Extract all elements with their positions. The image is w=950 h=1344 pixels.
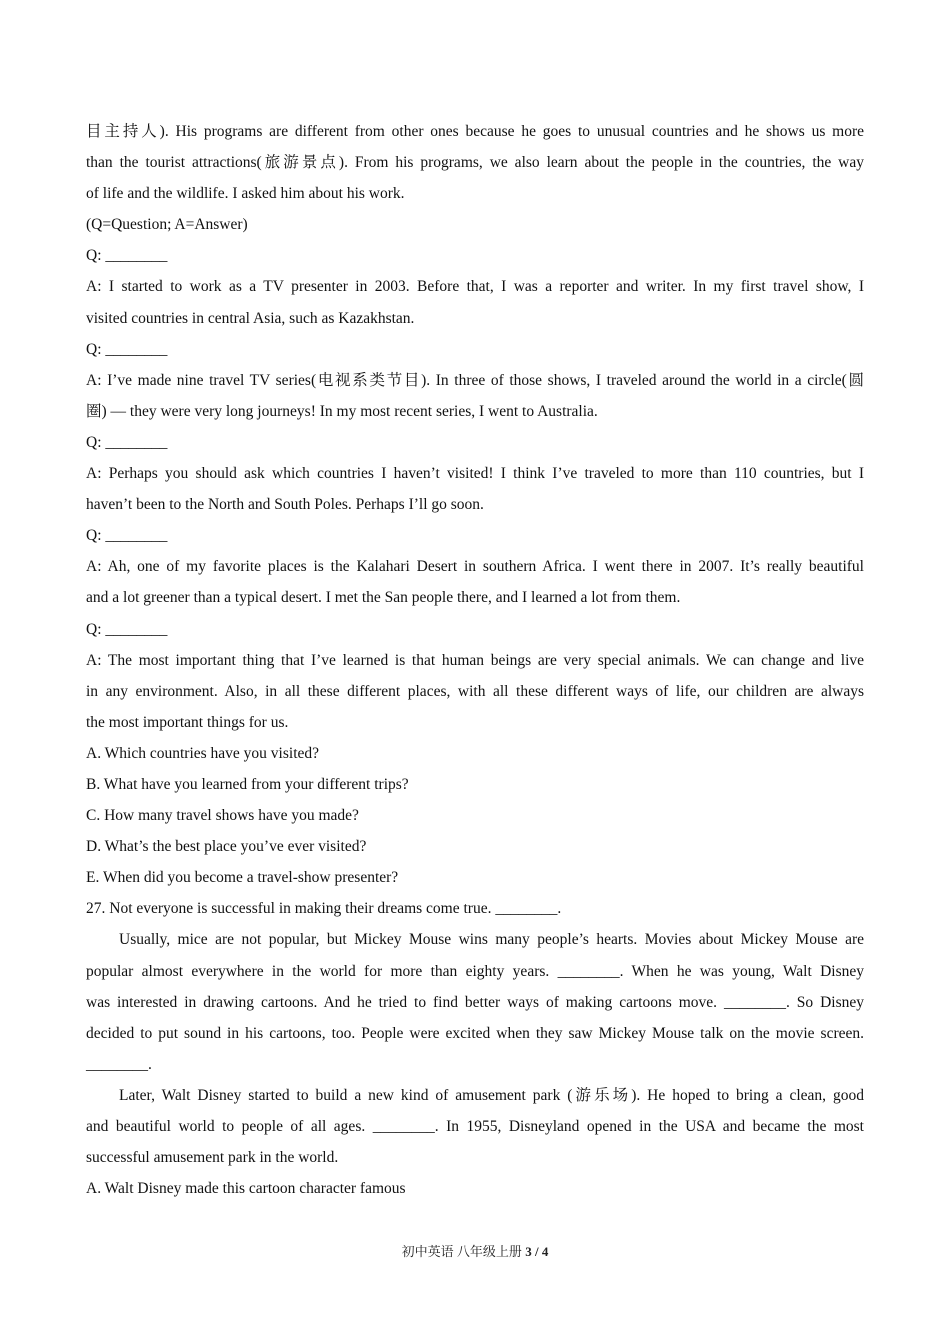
text-line: A. Which countries have you visited?: [86, 744, 320, 762]
text-line: Usually, mice are not popular, but Mickey Mouse wins many people’s hearts. Movies about Mickey Mouse are: [119, 931, 864, 949]
text-line: was interested in drawing cartoons. And he tried to find better ways of making cartoons move. ________. So Disney: [86, 993, 864, 1011]
text-line: popular almost everywhere in the world for more than eighty years. ________. When he was young, Walt Disney: [86, 962, 864, 980]
text-line: visited countries in central Asia, such as Kazakhstan.: [86, 309, 415, 327]
text-line: the most important things for us.: [86, 713, 289, 731]
text-line: (Q=Question; A=Answer): [86, 216, 248, 234]
text-line: 圈) — they were very long journeys! In my most recent series, I went to Australia.: [86, 402, 598, 420]
text-line: A. Walt Disney made this cartoon character famous: [86, 1180, 406, 1198]
text-line: Q: ________: [86, 527, 168, 545]
text-line: A: I started to work as a TV presenter in 2003. Before that, I was a reporter and writer. In my first travel show, I: [86, 278, 864, 296]
text-line: and a lot greener than a typical desert. I met the San people there, and I learned a lot from them.: [86, 589, 681, 607]
text-line: in any environment. Also, in all these different places, with all these different ways of life, our children are always: [86, 682, 864, 700]
text-line: Q: ________: [86, 340, 168, 358]
text-line: A: I’ve made nine travel TV series(电视系类节目). In three of those shows, I traveled around the world in a circle(圆: [86, 371, 864, 389]
document-body: [86, 116, 864, 1204]
text-line: successful amusement park in the world.: [86, 1149, 339, 1167]
footer-label: 初中英语 八年级上册: [401, 1244, 522, 1259]
text-line: than the tourist attractions(旅游景点). From his programs, we also learn about the people in the countries, the way: [86, 154, 864, 172]
text-line: haven’t been to the North and South Poles. Perhaps I’ll go soon.: [86, 496, 484, 514]
text-line: D. What’s the best place you’ve ever visited?: [86, 838, 367, 856]
footer-page-number: 3 / 4: [525, 1244, 549, 1259]
text-line: E. When did you become a travel-show presenter?: [86, 869, 399, 887]
text-line: Later, Walt Disney started to build a new kind of amusement park (游乐场). He hoped to bring a clean, good: [119, 1086, 864, 1104]
text-line: Q: ________: [86, 433, 168, 451]
text-line: A: Ah, one of my favorite places is the Kalahari Desert in southern Africa. I went there in 2007. It’s really beautiful: [86, 558, 864, 576]
text-line: 27. Not everyone is successful in making their dreams come true. ________.: [86, 900, 562, 918]
text-line: 目主持人). His programs are different from other ones because he goes to unusual countries and he shows us more: [86, 123, 864, 140]
text-line: Q: ________: [86, 620, 168, 638]
text-line: B. What have you learned from your different trips?: [86, 775, 409, 793]
text-line: Q: ________: [86, 247, 168, 265]
text-line: of life and the wildlife. I asked him about his work.: [86, 185, 405, 203]
text-line: A: Perhaps you should ask which countries I haven’t visited! I think I’ve traveled to more than 110 countries, but I: [86, 465, 864, 483]
text-line: C. How many travel shows have you made?: [86, 807, 359, 825]
page-footer: [0, 1242, 950, 1262]
text-line: A: The most important thing that I’ve learned is that human beings are very special animals. We can change and live: [86, 651, 864, 669]
text-line: and beautiful world to people of all ages. ________. In 1955, Disneyland opened in the USA and became the most: [86, 1118, 864, 1135]
text-line: ________.: [86, 1055, 152, 1073]
text-line: decided to put sound in his cartoons, too. People were excited when they saw Mickey Mouse talk on the movie screen.: [86, 1024, 864, 1042]
